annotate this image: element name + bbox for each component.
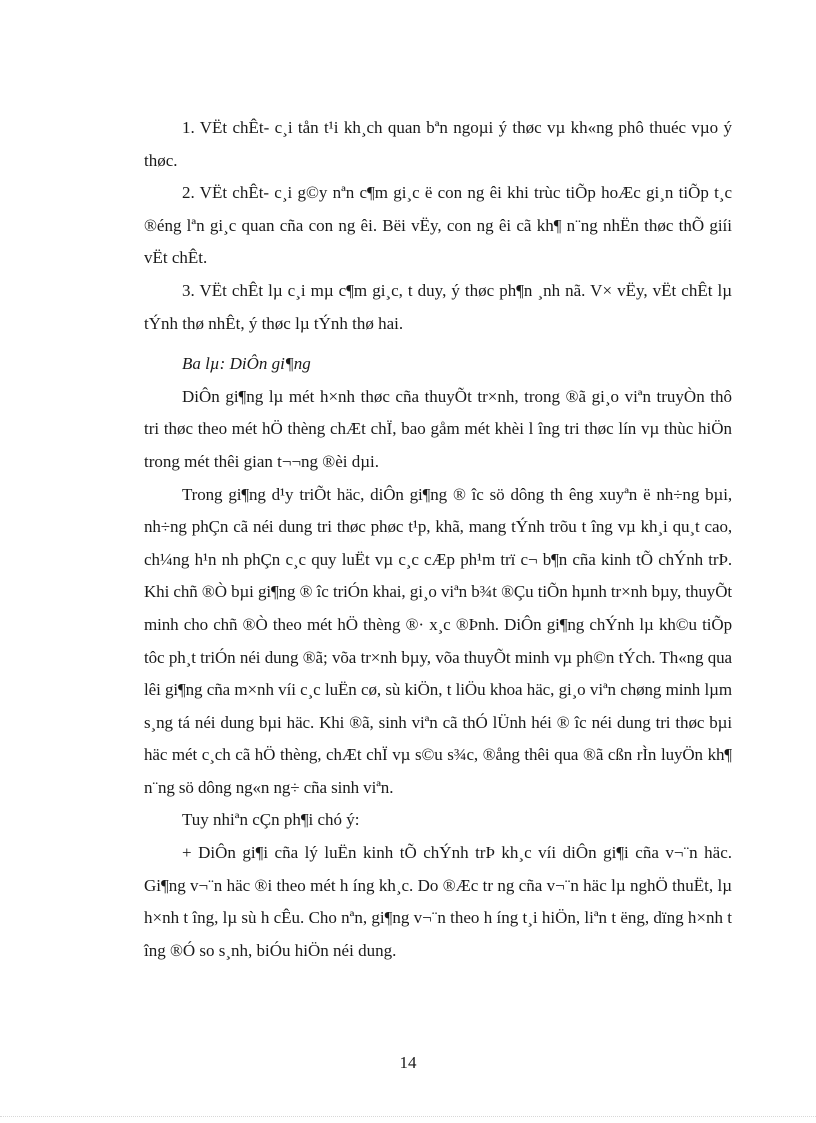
paragraph-note-intro: Tuy nhiªn cÇn ph¶i chó ý: bbox=[182, 810, 360, 830]
paragraph-matter-definition-1: 1. VËt chÊt- c¸i tån t¹i kh¸ch quan bªn ngoµi ý thøc vµ kh«ng phô thuéc vµo ý thøc. bbox=[144, 118, 732, 170]
page-body bbox=[144, 112, 732, 967]
page-number: 14 bbox=[399, 1053, 417, 1072]
paragraph-matter-definition-2: 2. VËt chÊt- c¸i g©y nªn c¶m gi¸c ë con ng êi khi trùc tiÕp hoÆc gi¸n tiÕp t¸c ®éng lªn gi¸c quan cña con ng êi. Bëi vËy, con ng êi cã kh¶ n¨ng nhËn thøc thÕ giíi vËt chÊt. bbox=[144, 183, 732, 268]
page-bottom-divider bbox=[0, 1116, 816, 1117]
paragraph-lecture-in-teaching: Trong gi¶ng d¹y triÕt häc, diÔn gi¶ng ® îc sö dông th êng xuyªn ë nh÷ng bµi, nh÷ng phÇn cã néi dung tri thøc phøc t¹p, khã, mang tÝnh trõu t îng vµ kh¸i qu¸t cao, ch¼ng h¹n nh phÇn c¸c quy luËt vµ c¸c cÆp ph¹m trï c¬ b¶n cña kinh tÕ chÝnh trÞ. Khi chñ ®Ò bµi gi¶ng ® îc triÓn khai, gi¸o viªn b¾t ®Çu tiÕn hµnh tr×nh bµy, thuyÕt minh cho chñ ®Ò theo mét hÖ thèng ®· x¸c ®Þnh. DiÔn gi¶ng chÝnh lµ kh©u tiÕp tôc ph¸t triÓn néi dung ®ã; võa tr×nh bµy, võa thuyÕt minh vµ ph©n tÝch. Th«ng qua lêi gi¶ng cña m×nh víi c¸c luËn cø, sù kiÖn, t liÖu khoa häc, gi¸o viªn chøng minh lµm s¸ng tá néi dung bµi häc. Khi ®ã, sinh viªn cã thÓ lÜnh héi ® îc néi dung tri thøc bµi häc mét c¸ch cã hÖ thèng, chÆt chÏ vµ s©u s¾c, ®ång thêi qua ®ã cßn rÌn luyÖn kh¶ n¨ng sö dông ng«n ng÷ cña sinh viªn. bbox=[144, 484, 732, 797]
paragraph-lecture-definition: DiÔn gi¶ng lµ mét h×nh thøc cña thuyÕt tr×nh, trong ®ã gi¸o viªn truyÒn thô tri thøc theo mét hÖ thèng chÆt chÏ, bao gåm mét khèi l îng tri thøc lín vµ thùc hiÖn trong mét thêi gian t¬¬ng ®èi dµi. bbox=[144, 386, 732, 471]
section-subheading: Ba lµ: DiÔn gi¶ng bbox=[182, 354, 311, 374]
paragraph-matter-definition-3: 3. VËt chÊt lµ c¸i mµ c¶m gi¸c, t duy, ý thøc ph¶n ¸nh nã. V× vËy, vËt chÊt lµ tÝnh thø nhÊt, ý thøc lµ tÝnh thø hai. bbox=[144, 280, 732, 333]
paragraph-note-literature: + DiÔn gi¶i cña lý luËn kinh tÕ chÝnh trÞ kh¸c víi diÔn gi¶i cña v¬¨n häc. Gi¶ng v¬¨n häc ®i theo mét h íng kh¸c. Do ®Æc tr ng cña v¬¨n häc lµ nghÖ thuËt, lµ h×nh t îng, lµ sù h cÊu. Cho nªn, gi¶ng v¬¨n theo h íng t¸i hiÖn, liªn t ëng, dïng h×nh t îng ®Ó so s¸nh, biÓu hiÖn néi dung. bbox=[144, 843, 732, 960]
